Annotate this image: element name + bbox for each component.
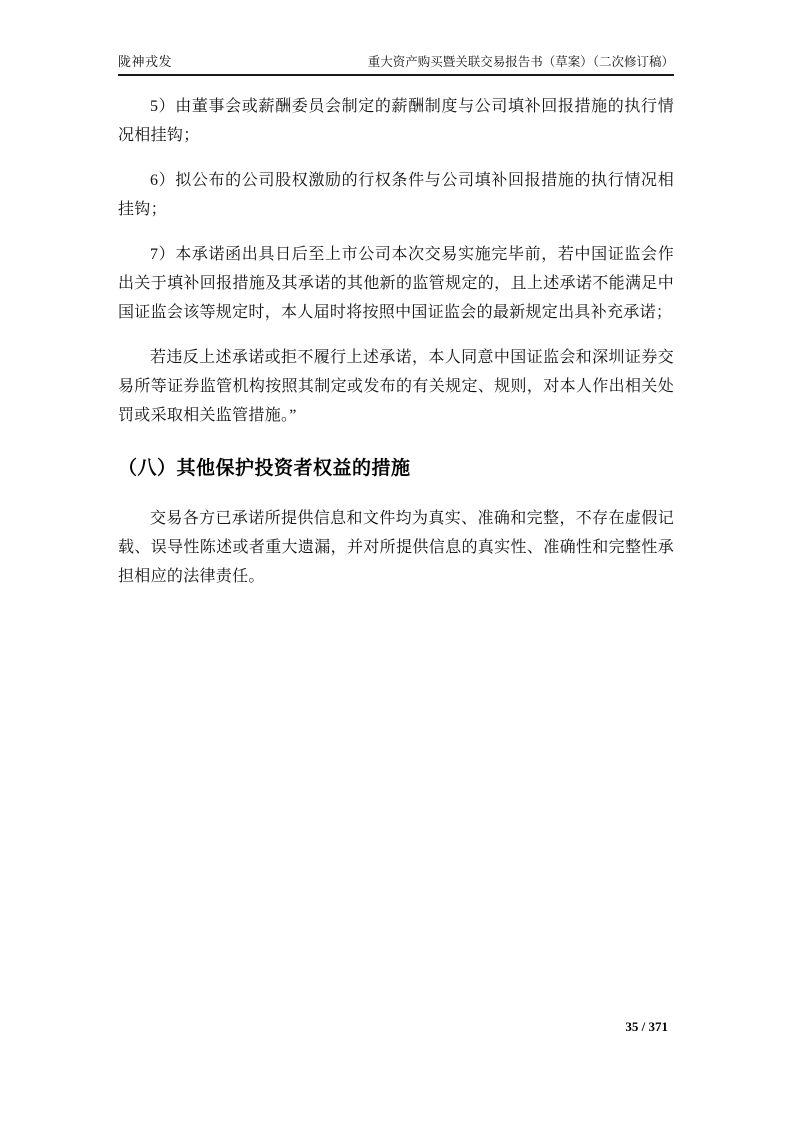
paragraph-item-7: 7）本承诺函出具日后至上市公司本次交易实施完毕前，若中国证监会作出关于填补回报措施及其承诺的其他新的监管规定的，且上述承诺不能满足中国证监会该等规定时，本人届时将按照中国证监会的最新规定出具补充承诺； xyxy=(118,246,674,321)
paragraph-violation-clause: 若违反上述承诺或拒不履行上述承诺，本人同意中国证监会和深圳证券交易所等证券监管机构按照其制定或发布的有关规定、规则，对本人作出相关处罚或采取相关监管措施。” xyxy=(118,349,674,424)
footer-page-number: 35 / 371 xyxy=(625,1019,668,1034)
section-heading: （八）其他保护投资者权益的措施 xyxy=(118,458,411,479)
paragraph-item-6: 6）拟公布的公司股权激励的行权条件与公司填补回报措施的执行情况相挂钩； xyxy=(118,172,674,218)
page-header xyxy=(118,54,674,76)
header-report-title: 重大资产购买暨关联交易报告书（草案）（二次修订稿） xyxy=(367,55,674,69)
header-company-name: 陇神戎发 xyxy=(118,54,173,69)
closing-paragraph: 交易各方已承诺所提供信息和文件均为真实、准确和完整，不存在虚假记载、误导性陈述或者重大遗漏，并对所提供信息的真实性、准确性和完整性承担相应的法律责任。 xyxy=(118,510,674,585)
document-body xyxy=(118,92,674,607)
paragraph-item-5: 5）由董事会或薪酬委员会制定的薪酬制度与公司填补回报措施的执行情况相挂钩； xyxy=(118,98,674,144)
